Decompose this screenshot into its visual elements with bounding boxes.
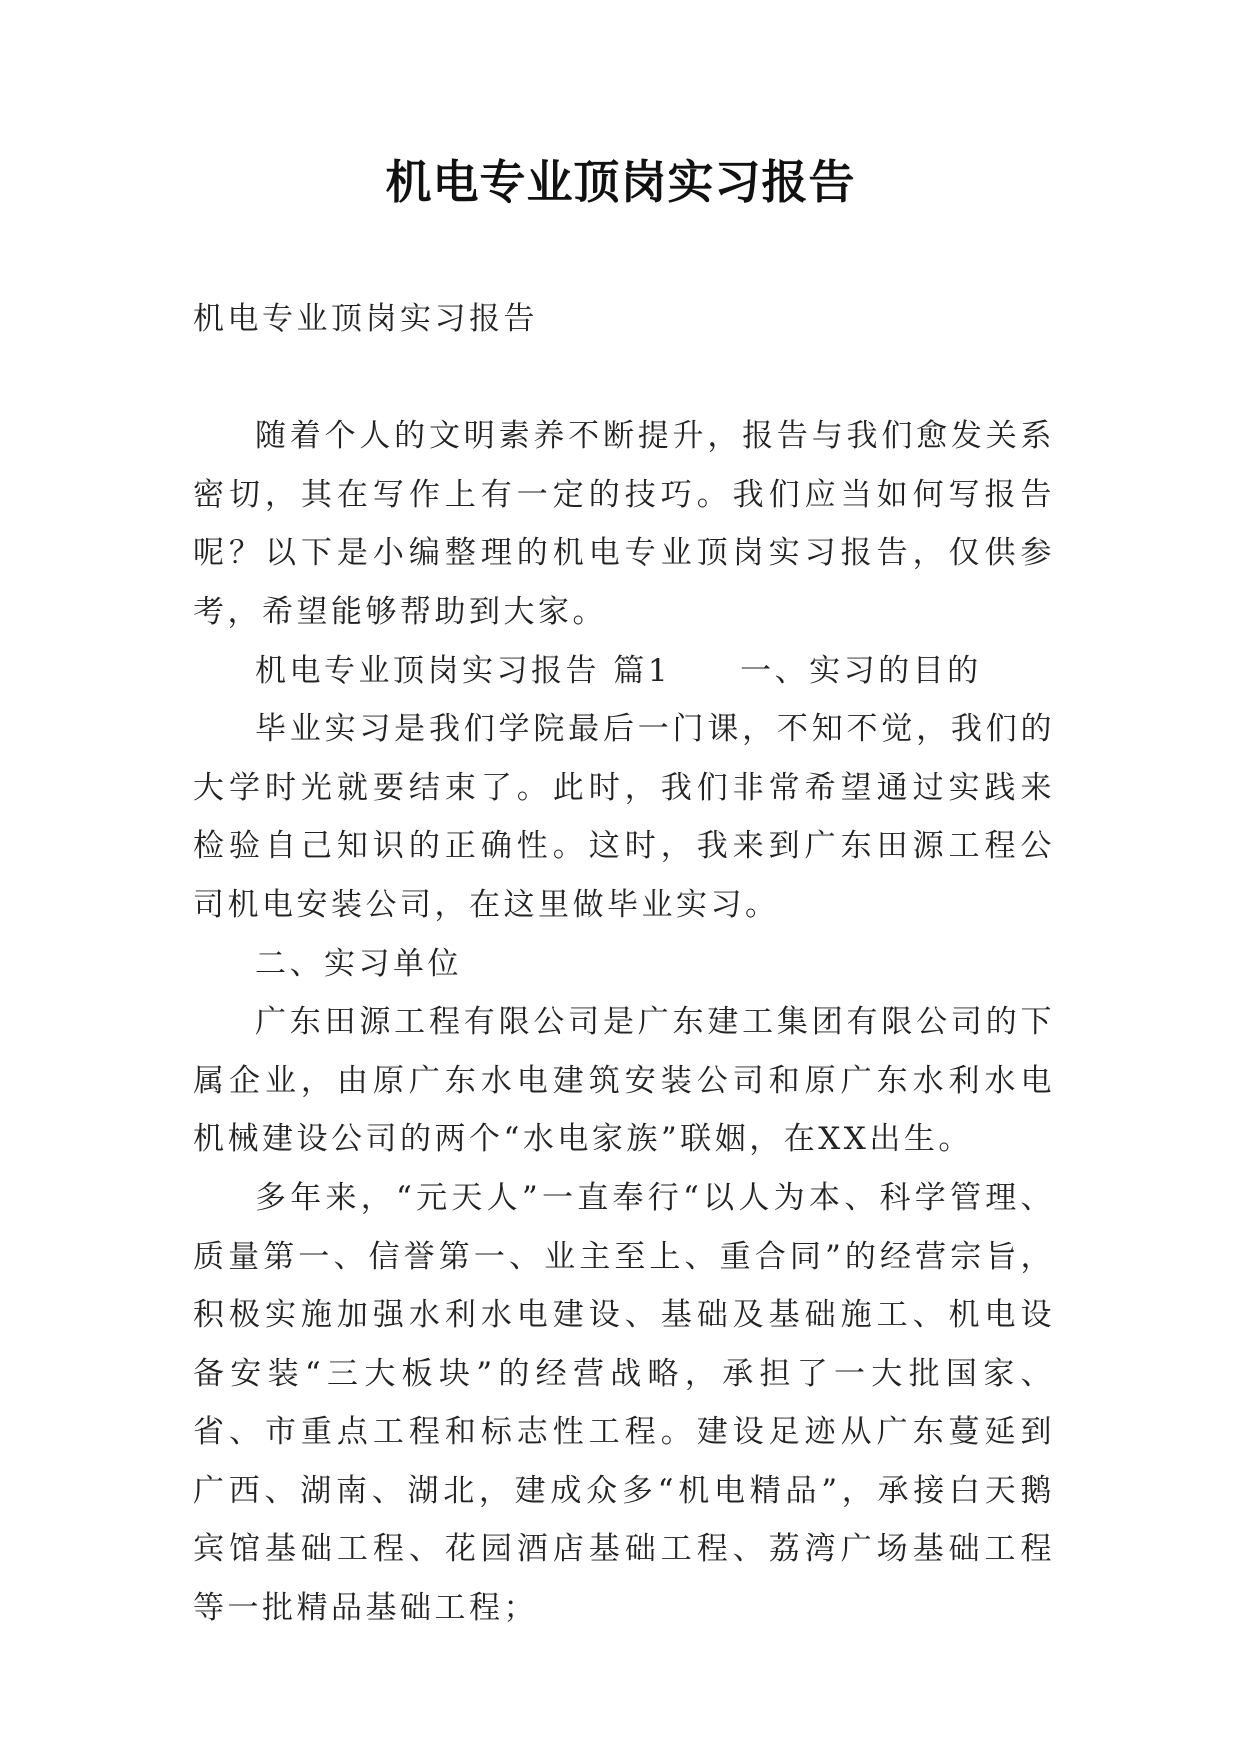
document-subtitle: 机电专业顶岗实习报告 (193, 301, 538, 337)
paragraph-history: 多年来，“元天人”一直奉行“以人为本、科学管理、质量第一、信誉第一、业主至上、重合同”的经营宗旨，积极实施加强水利水电建设、基础及基础施工、机电设备安装“三大板块”的经营战略，承担了一大批国家、省、市重点工程和标志性工程。建设足迹从广东蔓延到广西、湖南、湖北，建成众多“机电精品”，承接白天鹅宾馆基础工程、花园酒店基础工程、荔湾广场基础工程等一批精品基础工程； (193, 1179, 1055, 1627)
paragraph-purpose: 毕业实习是我们学院最后一门课，不知不觉，我们的大学时光就要结束了。此时，我们非常希望通过实践来检验自己知识的正确性。这时，我来到广东田源工程公司机电安装公司，在这里做毕业实习。 (193, 711, 1055, 923)
document-body (193, 290, 1055, 1638)
section-heading-purpose: 机电专业顶岗实习报告 篇1 一、实习的目的 (255, 652, 982, 689)
section-heading-unit: 二、实习单位 (255, 945, 462, 982)
paragraph-company: 广东田源工程有限公司是广东建工集团有限公司的下属企业，由原广东水电建筑安装公司和原广东水利水电机械建设公司的两个“水电家族”联姻，在XX出生。 (193, 1004, 1055, 1158)
document-title: 机电专业顶岗实习报告 (385, 155, 856, 209)
paragraph-intro: 随着个人的文明素养不断提升，报告与我们愈发关系密切，其在写作上有一定的技巧。我们应当如何写报告呢？以下是小编整理的机电专业顶岗实习报告，仅供参考，希望能够帮助到大家。 (193, 418, 1055, 630)
